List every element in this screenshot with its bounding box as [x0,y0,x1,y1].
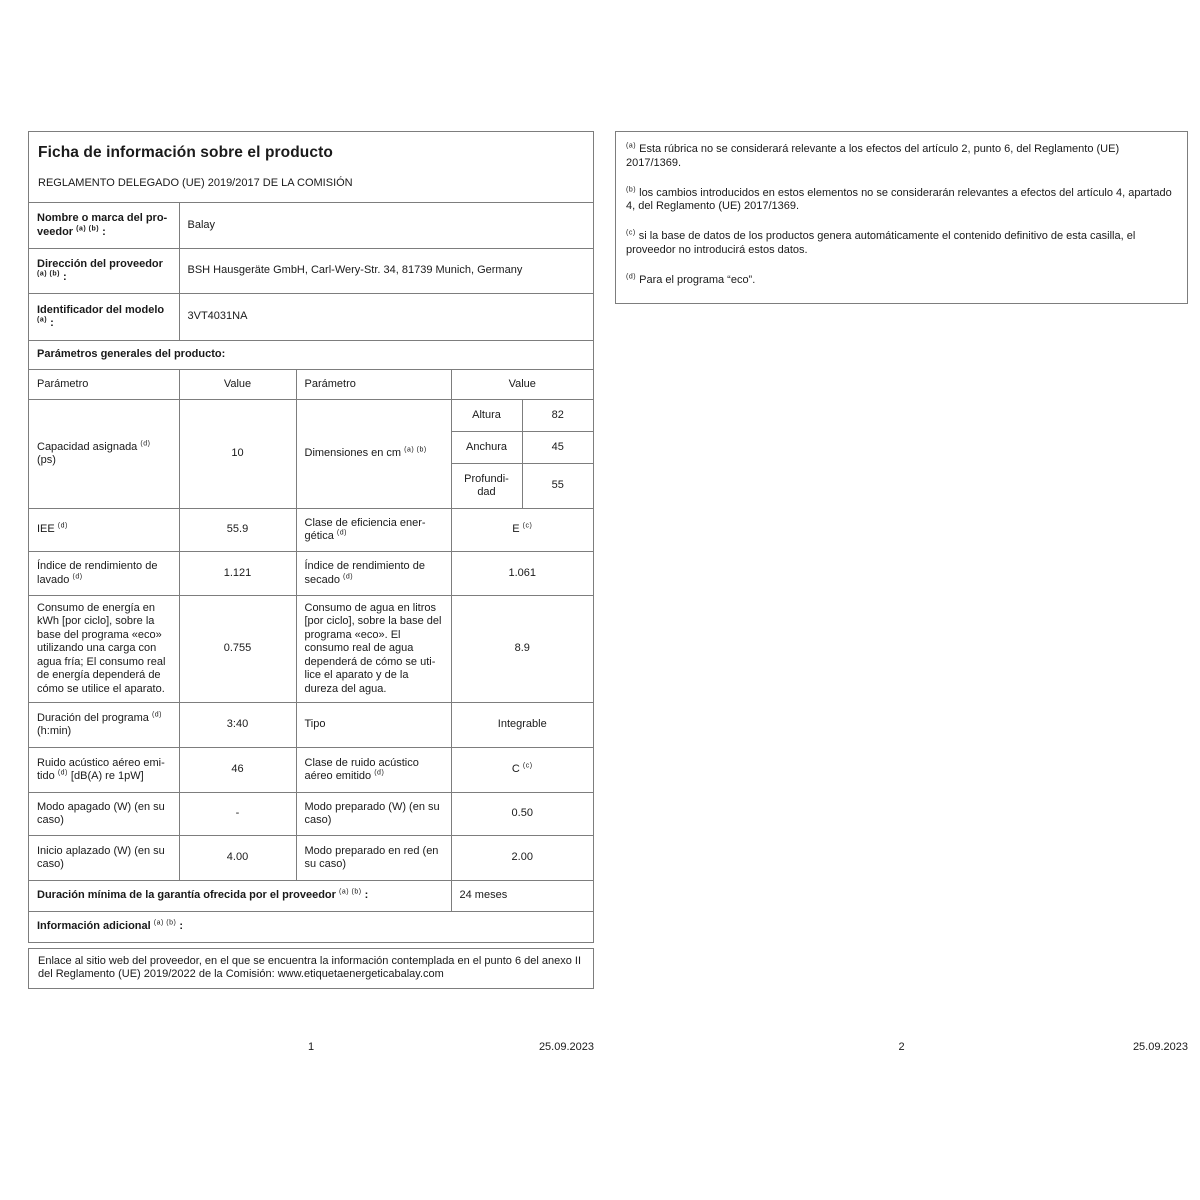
washing-index-value: 1.121 [179,552,296,596]
fiche-header [29,132,593,202]
energy-class-label [296,509,451,552]
drying-index-value: 1.061 [451,552,593,596]
iee-label [29,509,179,552]
footnote-ref: (a) (b) [404,446,427,454]
footnote-ref: (c) [522,762,533,770]
value-text: E [512,523,520,536]
footnote-ref: (d) [72,572,83,580]
warranty-label [29,881,451,912]
noise-row [29,748,593,793]
footnote-marker: (d) [626,273,637,281]
footnote-text: Para el programa “eco”. [636,273,756,286]
delayed-start-row [29,836,593,881]
delayed-start-value: 4.00 [179,836,296,881]
page2-number: 2 [898,1041,905,1053]
table-row [29,203,593,249]
energy-class-value [451,509,593,552]
dimension-height-value: 82 [522,400,593,432]
regulation-subtitle: REGLAMENTO DELEGADO (UE) 2019/2017 DE LA COMISIÓN [38,177,353,189]
label-text: Índice de rendimiento de lavado [37,560,158,586]
networked-standby-value: 2.00 [451,836,593,881]
label-text: Información adicional [37,920,151,932]
warranty-value: 24 meses [451,881,593,912]
capacity-value: 10 [179,400,296,509]
column-header-row [29,370,593,400]
water-consumption-value: 8.9 [451,596,593,703]
water-consumption-label: Consumo de agua en litros [por ciclo], sobre la base del programa «eco». El consumo real de agua dependerá de cómo se uti-lice el aparato y de la dureza del agua. [296,596,451,703]
footnote-ref: (d) [57,769,68,777]
label-text: Duración del programa [37,711,149,724]
model-identifier-value: 3VT4031NA [179,294,593,341]
label-text: Clase de ruido acústico aéreo emitido [304,756,419,782]
value-text: C [511,763,520,776]
program-duration-label [29,703,179,748]
footnote-c [626,230,1177,258]
noise-label [29,748,179,793]
footnote-b [626,187,1177,215]
product-fiche-page [28,131,594,989]
label-text: Capacidad asignada [37,440,138,453]
header-param1: Parámetro [29,370,179,400]
footnote-marker: (c) [626,229,636,237]
supplier-address-label [29,249,179,294]
footnotes-box [615,131,1188,304]
product-info-table [29,202,593,942]
duration-type-row [29,703,593,748]
label-colon: : [176,920,184,932]
table-row [29,249,593,294]
noise-class-label [296,748,451,793]
footnotes-page [615,131,1188,304]
footnote-d [626,274,1177,288]
energy-consumption-label: Consumo de energía en kWh [por ciclo], sobre la base del programa «eco» utilizando una carga con agua fría; El consumo real de energía dependerá de cómo se utilice el aparato. [29,596,179,703]
label-text: IEE [37,523,55,536]
standby-mode-value: 0.50 [451,793,593,836]
dimension-width-value: 45 [522,432,593,464]
iee-value: 55.9 [179,509,296,552]
supplier-name-value: Balay [179,203,593,249]
footnote-ref: (a) (b) [153,919,177,927]
off-mode-value: - [179,793,296,836]
label-colon: : [99,225,106,238]
supplier-name-label [29,203,179,249]
warranty-row [29,881,593,912]
page1-footer [28,1041,594,1055]
header-value2: Value [451,370,593,400]
footnote-text: los cambios introducidos en estos elementos no se considerarán relevantes a efectos del artículo 4, apartado 4, del Reglamento (UE) 2017/1369. [626,186,1172,213]
capacity-label [29,400,179,509]
supplier-address-value: BSH Hausgeräte GmbH, Carl-Wery-Str. 34, 81739 Munich, Germany [179,249,593,294]
iee-row [29,509,593,552]
page2-footer [615,1041,1188,1055]
label-colon: : [361,889,369,902]
delayed-start-label: Inicio aplazado (W) (en su caso) [29,836,179,881]
footnote-ref: (d) [343,572,354,580]
label-text: Dimensiones en cm [304,447,402,460]
label-text: Ruido acústico aéreo emi-tido [37,756,165,782]
label-text-2: [dB(A) re 1pW] [67,770,144,782]
footnote-a [626,143,1177,171]
label-text: Clase de eficiencia ener-gética [304,516,426,542]
footnote-ref: (d) [336,529,347,537]
footnote-ref: (d) [374,769,385,777]
fiche-main-box [28,131,594,943]
consumption-row [29,596,593,703]
footnote-ref: (a) (b) [338,888,362,896]
dimension-width-label: Anchura [451,432,522,464]
footnote-text: si la base de datos de los productos genera automáticamente el contenido definitivo de esta casilla, el proveedor no introducirá estos datos. [626,230,1136,256]
model-identifier-label [29,294,179,341]
document-title: Ficha de información sobre el producto [38,144,333,161]
off-mode-label: Modo apagado (W) (en su caso) [29,793,179,836]
noise-value: 46 [179,748,296,793]
off-mode-row [29,793,593,836]
table-row [29,294,593,341]
footnote-ref: (a) [37,316,48,324]
label-text: Nombre o marca del pro-veedor [37,212,168,238]
standby-mode-label: Modo preparado (W) (en su caso) [296,793,451,836]
footnote-ref: (d) [151,710,163,718]
page1-date: 25.09.2023 [538,1041,594,1053]
dimension-height-label: Altura [451,400,522,432]
footnote-ref: (d) [140,439,151,447]
section-title-row [29,341,593,370]
program-duration-value: 3:40 [179,703,296,748]
header-value1: Value [179,370,296,400]
noise-class-value [451,748,593,793]
label-text: Identificador del modelo [37,303,165,316]
dimensions-label [296,400,451,509]
footnote-ref: (a) (b) [37,270,60,278]
type-label: Tipo [296,703,451,748]
page2-date: 25.09.2023 [1132,1041,1188,1053]
washing-index-label [29,552,179,596]
label-text-2: (ps) [37,454,56,466]
energy-consumption-value: 0.755 [179,596,296,703]
networked-standby-label: Modo preparado en red (en su caso) [296,836,451,881]
type-value: Integrable [451,703,593,748]
label-text-2: (h:min) [37,725,72,737]
additional-info-label [29,912,593,942]
performance-index-row [29,552,593,596]
label-text: Índice de rendimiento de secado [304,560,425,586]
footnote-ref: (a) (b) [76,224,100,232]
footnote-ref: (d) [57,522,68,530]
label-colon: : [47,317,54,329]
label-text: Dirección del proveedor [37,257,163,270]
footnote-ref: (c) [522,522,533,530]
label-colon: : [59,271,67,283]
section-title: Parámetros generales del producto: [29,341,593,370]
header-param2: Parámetro [296,370,451,400]
footnote-marker: (a) [626,142,637,150]
dimension-depth-label: Profundi-dad [451,464,522,509]
label-text: Duración mínima de la garantía ofrecida por el proveedor [37,889,336,902]
capacity-dimensions-row [29,400,593,432]
dimension-depth-value: 55 [522,464,593,509]
footnote-marker: (b) [626,185,637,193]
supplier-website-box: Enlace al sitio web del proveedor, en el que se encuentra la información contemplada en el punto 6 del anexo II del Reglamento (UE) 2019/2022 de la Comisión: www.etiquetaenergeticabalay.com [28,948,594,989]
footnote-text: Esta rúbrica no se considerará relevante a los efectos del artículo 2, punto 6, del Reglamento (UE) 2017/1369. [626,143,1120,169]
page1-number: 1 [307,1041,315,1053]
drying-index-label [296,552,451,596]
additional-info-row [29,912,593,942]
